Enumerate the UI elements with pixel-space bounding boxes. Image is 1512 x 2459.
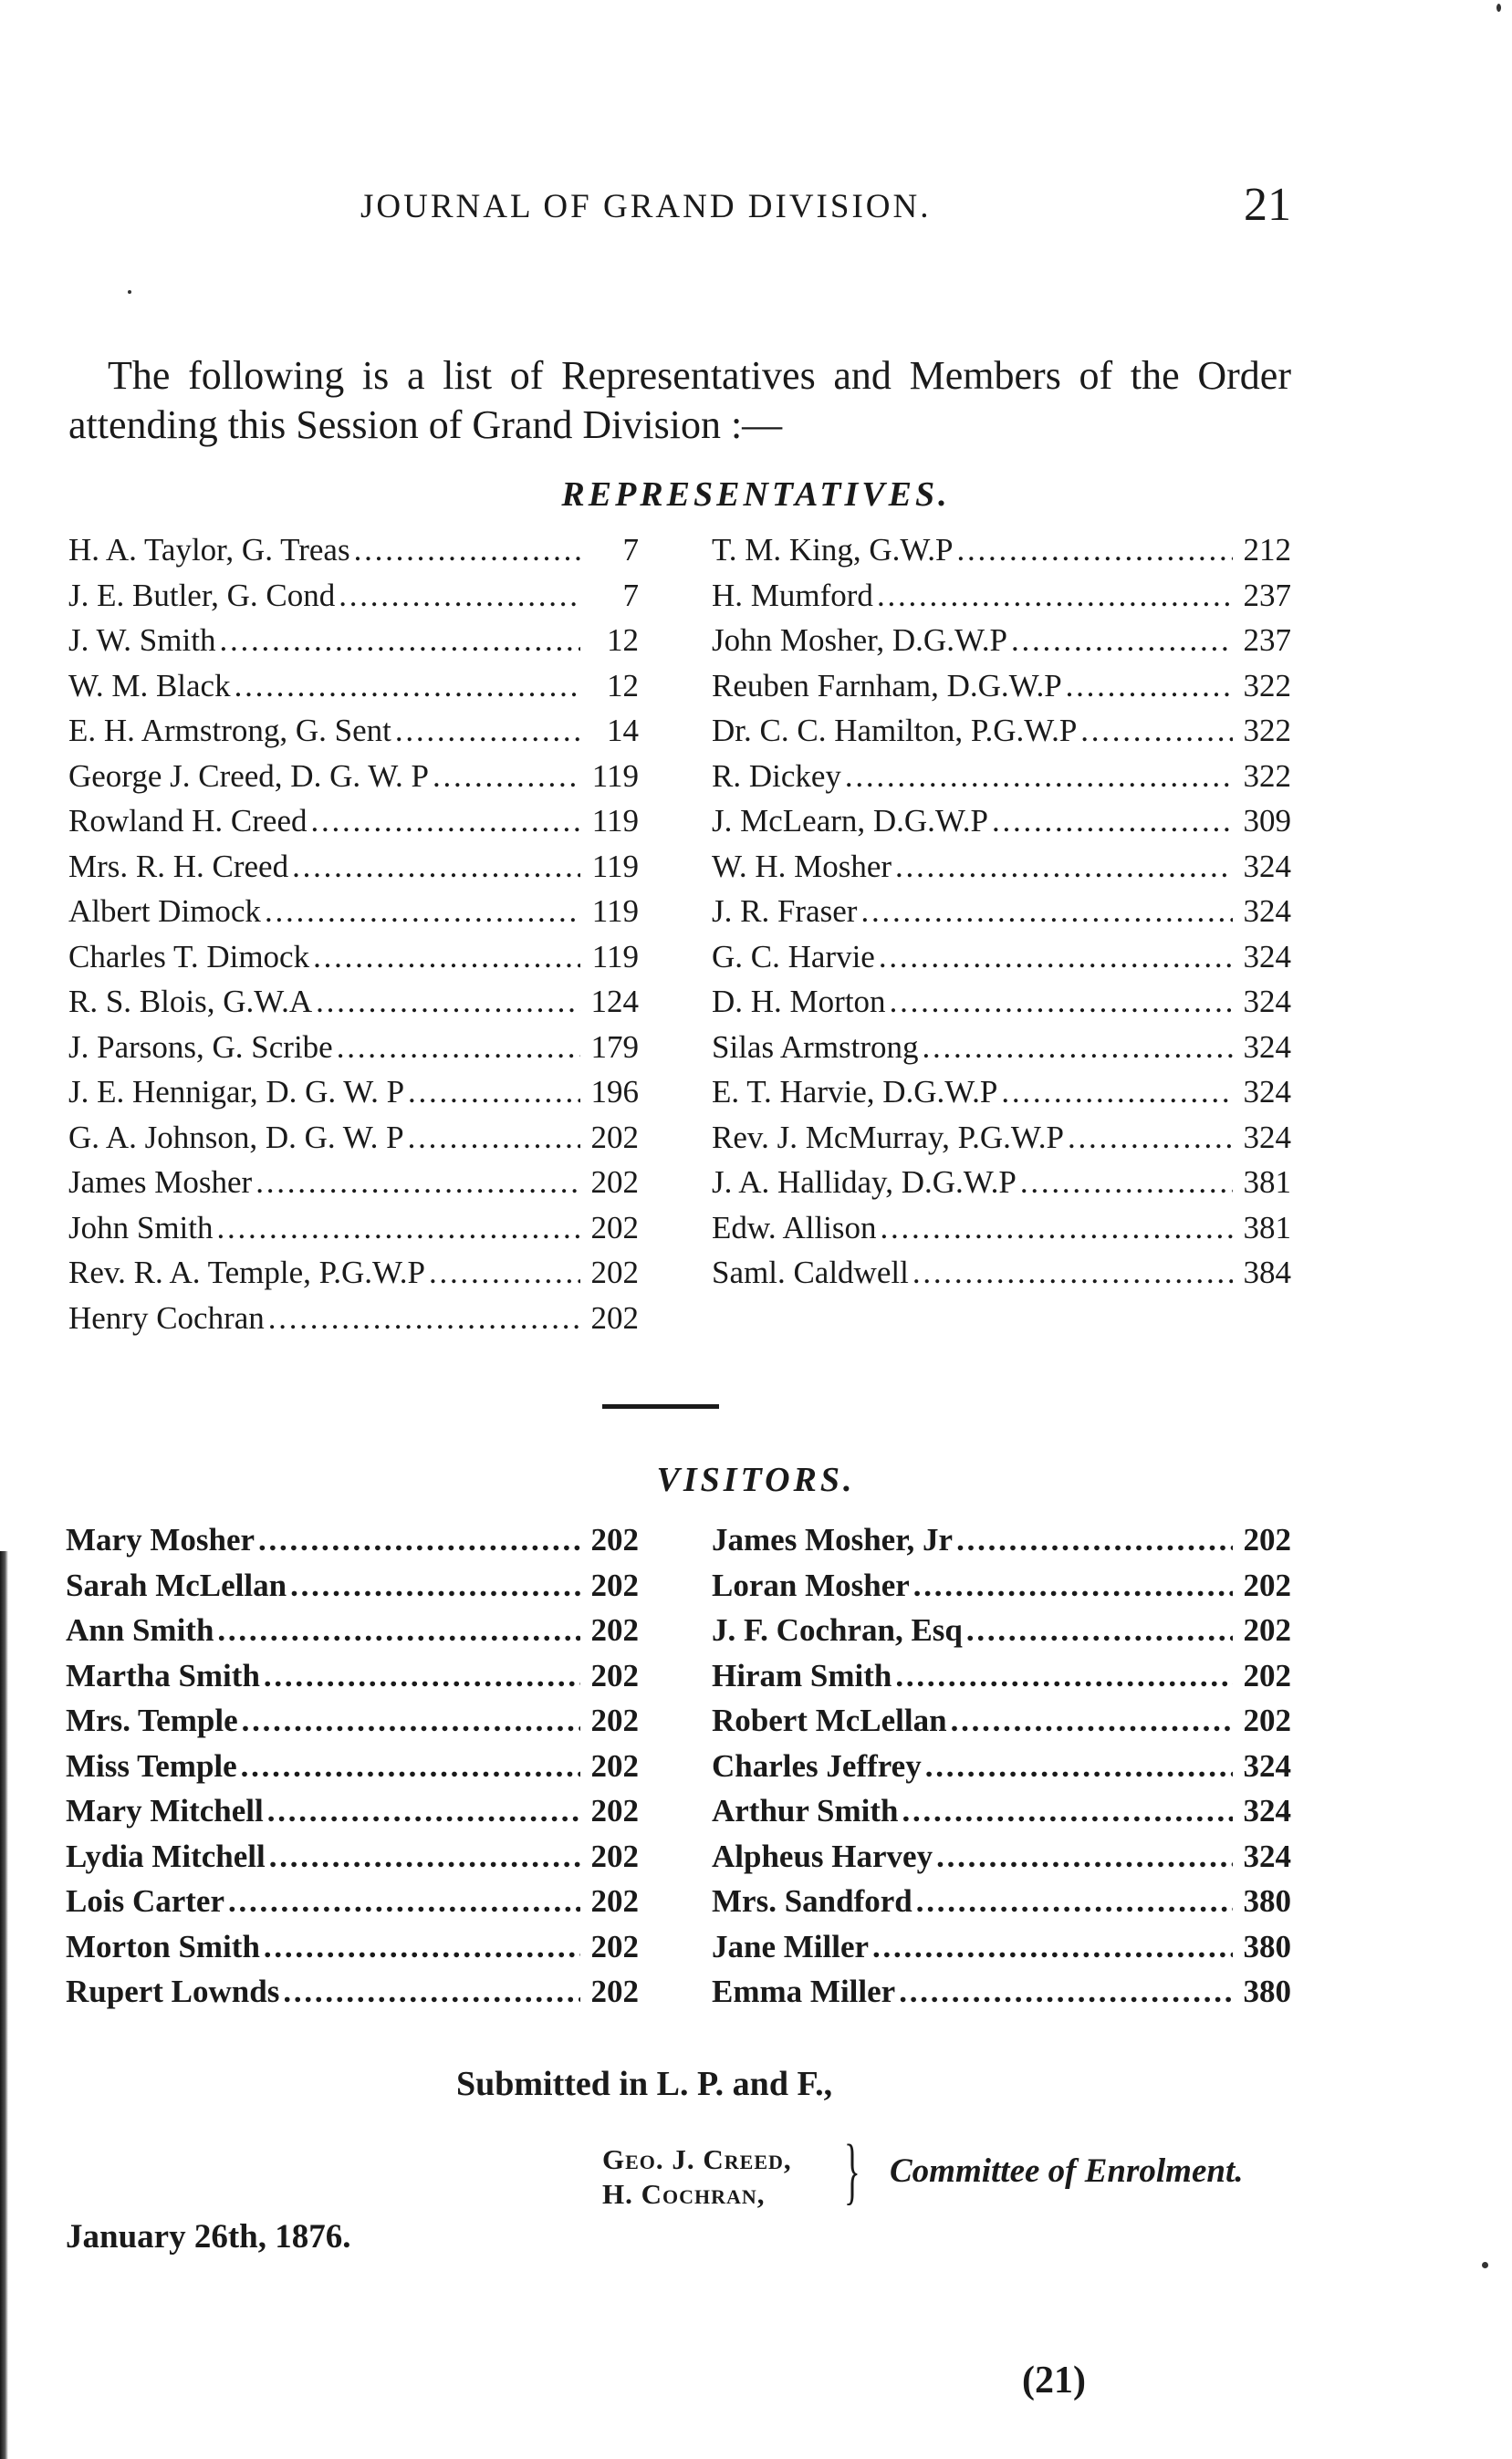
folio-number: (21) [1022,2360,1086,2402]
dot-leader [916,1883,1233,1920]
running-header [360,179,1291,242]
entry-name: Mrs. Sandford [712,1883,912,1919]
dot-leader [264,1929,580,1965]
dot-leader [936,1839,1233,1875]
division-number: 12 [607,622,639,658]
list-entry [712,532,1291,578]
committee-title: Committee of Enrolment. [890,2152,1244,2190]
division-number: 202 [1243,1567,1291,1603]
division-number: 309 [1243,803,1291,839]
dot-leader [217,1210,580,1246]
dot-leader [1020,1164,1233,1201]
list-entry [66,1522,639,1568]
division-number: 380 [1243,1883,1291,1919]
entry-name: R. S. Blois, G.W.A [68,984,313,1019]
list-entry [712,1793,1291,1839]
page-edge-shadow [0,1551,8,2459]
dot-leader [241,1748,580,1785]
division-number: 381 [1243,1164,1291,1200]
division-number: 14 [607,713,639,748]
entry-name: Jane Miller [712,1928,870,1964]
list-entry [68,713,639,758]
list-entry [66,1974,639,2019]
list-entry [68,622,639,668]
dot-leader [408,1120,580,1156]
list-entry [68,893,639,939]
dot-leader [872,1929,1233,1965]
division-number: 324 [1243,1119,1291,1155]
list-entry [68,849,639,894]
division-number: 202 [590,1612,639,1648]
division-number: 324 [1243,893,1291,929]
list-entry [68,1074,639,1120]
list-entry [712,668,1291,714]
list-entry [712,1929,1291,1974]
entry-name: J. W. Smith [68,622,216,658]
entry-name: E. T. Harvie, D.G.W.P [712,1074,998,1110]
list-entry [68,578,639,623]
representatives-right-column [712,532,1291,1300]
dot-leader [923,1029,1233,1066]
list-entry [712,893,1291,939]
entry-name: J. McLearn, D.G.W.P [712,803,988,839]
dot-leader [228,1883,580,1920]
list-entry [66,1612,639,1658]
entry-name: Alpheus Harvey [712,1838,933,1874]
entry-name: Albert Dimock [68,893,261,929]
entry-name: Martha Smith [66,1657,260,1693]
list-entry [68,1029,639,1075]
list-entry [712,713,1291,758]
dot-leader [925,1748,1233,1785]
division-number: 202 [590,1974,639,2009]
list-entry [66,1793,639,1839]
dot-leader [267,1793,580,1829]
division-number: 202 [590,1209,639,1245]
entry-name: Charles Jeffrey [712,1747,922,1784]
dot-leader [408,1074,580,1110]
dot-leader [265,893,580,930]
dot-leader [337,1029,580,1066]
entry-name: John Mosher, D.G.W.P [712,622,1007,658]
entry-name: Mrs. Temple [66,1703,238,1738]
entry-name: Lois Carter [66,1883,224,1919]
division-number: 196 [590,1074,639,1110]
division-number: 322 [1243,667,1291,703]
dot-leader [895,849,1233,885]
division-number: 324 [1243,848,1291,884]
entry-name: Rupert Lownds [66,1974,280,2009]
list-entry [712,1974,1291,2019]
entry-name: J. R. Fraser [712,893,858,929]
section-divider [602,1404,719,1409]
division-number: 324 [1243,1074,1291,1110]
committee-signers [602,2142,792,2212]
list-entry [66,1658,639,1704]
entry-name: T. M. King, G.W.P [712,532,954,568]
division-number: 324 [1243,984,1291,1019]
division-number: 119 [591,893,639,929]
dot-leader [877,578,1233,614]
list-entry [712,1612,1291,1658]
division-number: 324 [1243,1793,1291,1829]
division-number: 381 [1243,1209,1291,1245]
list-entry [712,1164,1291,1210]
list-entry [66,1568,639,1613]
list-entry [68,1120,639,1165]
entry-name: Emma Miller [712,1974,896,2009]
list-entry [712,1029,1291,1075]
entry-name: H. Mumford [712,577,873,613]
dot-leader [354,532,580,568]
dot-leader [219,622,580,659]
representatives-left-column [68,532,639,1345]
division-number: 202 [1243,1612,1291,1648]
list-entry [712,1074,1291,1120]
dot-leader [313,939,580,975]
dot-leader [902,1793,1233,1829]
entry-name: G. C. Harvie [712,938,875,974]
dot-leader [1001,1074,1233,1110]
list-entry [712,1883,1291,1929]
dot-leader [269,1839,580,1875]
division-number: 202 [590,1883,639,1919]
dot-leader [913,1568,1233,1604]
list-entry [66,1839,639,1884]
list-entry [712,803,1291,849]
division-number: 7 [622,532,639,568]
division-number: 119 [591,848,639,884]
entry-name: Loran Mosher [712,1567,910,1603]
list-entry [68,1210,639,1256]
list-entry [712,1658,1291,1704]
division-number: 202 [1243,1703,1291,1738]
division-number: 380 [1243,1928,1291,1964]
division-number: 202 [590,1838,639,1874]
dot-leader [845,758,1233,795]
dot-leader [339,578,580,614]
division-number: 7 [622,577,639,613]
entry-name: Mrs. R. H. Creed [68,848,289,884]
list-entry [68,803,639,849]
dot-leader [879,939,1233,975]
visitors-left-column [66,1522,639,2019]
division-number: 324 [1243,1028,1291,1065]
dot-leader [951,1703,1233,1739]
entry-name: James Mosher, Jr [712,1522,954,1558]
list-entry [712,1748,1291,1794]
page-number: 21 [1244,179,1291,231]
division-number: 202 [590,1657,639,1693]
list-entry [66,1703,639,1748]
dot-leader [992,803,1233,839]
entry-name: Silas Armstrong [712,1028,919,1065]
dot-leader [217,1612,580,1649]
division-number: 202 [590,1119,639,1155]
division-number: 202 [590,1747,639,1784]
dot-leader [316,984,580,1020]
intro-paragraph [68,351,1291,450]
entry-name: H. A. Taylor, G. Treas [68,532,350,568]
entry-name: Miss Temple [66,1747,237,1784]
list-entry [712,849,1291,894]
entry-name: J. E. Hennigar, D. G. W. P [68,1074,405,1110]
dot-leader [283,1974,580,2010]
entry-name: James Mosher [68,1164,253,1200]
dot-leader [310,803,580,839]
entry-name: John Smith [68,1209,214,1245]
list-entry [66,1748,639,1794]
dot-leader [429,1255,580,1291]
signer-name: Geo. J. Creed, [602,2143,792,2175]
dot-leader [255,1164,580,1201]
dot-leader [895,1658,1233,1694]
list-entry [66,1929,639,1974]
entry-name: D. H. Morton [712,984,886,1019]
entry-name: Sarah McLellan [66,1567,287,1603]
list-entry [68,1164,639,1210]
print-speck [1496,4,1501,12]
list-entry [712,1522,1291,1568]
list-entry [712,1210,1291,1256]
division-number: 119 [591,757,639,794]
list-entry [712,622,1291,668]
division-number: 380 [1243,1974,1291,2009]
list-entry [68,758,639,804]
entry-name: Rowland H. Creed [68,803,308,839]
entry-name: Ann Smith [66,1612,214,1648]
entry-name: E. H. Armstrong, G. Sent [68,713,391,748]
entry-name: Robert McLellan [712,1703,947,1738]
division-number: 237 [1243,577,1291,613]
visitors-right-column [712,1522,1291,2019]
entry-name: Mary Mitchell [66,1793,264,1829]
list-entry [68,939,639,985]
dot-leader [242,1703,580,1739]
division-number: 322 [1243,713,1291,748]
dot-leader [292,849,580,885]
entry-name: Henry Cochran [68,1299,265,1336]
dot-leader [264,1658,580,1694]
list-entry [712,1703,1291,1748]
entry-name: Edw. Allison [712,1209,877,1245]
list-entry [68,668,639,714]
list-entry [712,578,1291,623]
entry-name: Dr. C. C. Hamilton, P.G.W.P [712,713,1078,748]
entry-name: Rev. R. A. Temple, P.G.W.P [68,1255,426,1290]
entry-name: George J. Creed, D. G. W. P [68,757,430,794]
division-number: 202 [590,1164,639,1200]
division-number: 202 [590,1567,639,1603]
list-entry [712,1255,1291,1300]
dot-leader [956,1522,1233,1558]
dot-leader [290,1568,580,1604]
list-entry [68,1300,639,1346]
signer-name: H. Cochran, [602,2178,766,2210]
list-entry [712,1568,1291,1613]
division-number: 119 [591,938,639,974]
dot-leader [235,668,580,704]
list-entry [712,1839,1291,1884]
division-number: 202 [590,1299,639,1336]
submitted-line: Submitted in L. P. and F., [456,2065,833,2103]
division-number: 324 [1243,1747,1291,1784]
representatives-heading: REPRESENTATIVES. [561,475,951,514]
entry-name: J. F. Cochran, Esq [712,1612,963,1648]
entry-name: J. Parsons, G. Scribe [68,1028,333,1065]
dot-leader [890,984,1233,1020]
division-number: 212 [1243,532,1291,568]
division-number: 324 [1243,1838,1291,1874]
date-line: January 26th, 1876. [66,2218,351,2256]
print-speck [128,290,131,294]
division-number: 322 [1243,757,1291,794]
dot-leader [966,1612,1233,1649]
entry-name: Mary Mosher [66,1522,255,1558]
dot-leader [1066,668,1233,704]
dot-leader [258,1522,580,1558]
entry-name: J. A. Halliday, D.G.W.P [712,1164,1017,1200]
list-entry [68,1255,639,1300]
division-number: 237 [1243,622,1291,658]
entry-name: J. E. Butler, G. Cond [68,577,336,613]
dot-leader [860,893,1233,930]
entry-name: Reuben Farnham, D.G.W.P [712,667,1062,703]
entry-name: Charles T. Dimock [68,938,310,974]
division-number: 179 [590,1028,639,1065]
running-title: JOURNAL OF GRAND DIVISION. [360,188,932,225]
list-entry [712,758,1291,804]
list-entry [712,984,1291,1029]
division-number: 202 [590,1793,639,1829]
entry-name: Morton Smith [66,1928,260,1964]
entry-name: G. A. Johnson, D. G. W. P [68,1119,404,1155]
division-number: 202 [590,1928,639,1964]
entry-name: Lydia Mitchell [66,1838,266,1874]
division-number: 202 [1243,1657,1291,1693]
intro-line-2: attending this Session of Grand Division :— [68,402,783,447]
division-number: 202 [590,1522,639,1558]
list-entry [68,984,639,1029]
entry-name: Arthur Smith [712,1793,899,1829]
division-number: 12 [607,667,639,703]
division-number: 324 [1243,938,1291,974]
visitors-heading: VISITORS. [656,1461,856,1499]
dot-leader [1011,622,1233,659]
dot-leader [433,758,580,795]
dot-leader [1068,1120,1233,1156]
dot-leader [881,1210,1233,1246]
entry-name: W. H. Mosher [712,848,892,884]
list-entry [712,939,1291,985]
entry-name: W. M. Black [68,667,231,703]
division-number: 119 [591,803,639,839]
division-number: 202 [590,1255,639,1290]
dot-leader [1080,713,1233,749]
dot-leader [912,1255,1233,1291]
list-entry [68,532,639,578]
dot-leader [395,713,580,749]
dot-leader [268,1300,580,1337]
entry-name: R. Dickey [712,757,841,794]
division-number: 202 [590,1703,639,1738]
division-number: 124 [590,984,639,1019]
dot-leader [956,532,1233,568]
division-number: 384 [1243,1255,1291,1290]
division-number: 202 [1243,1522,1291,1558]
entry-name: Hiram Smith [712,1657,892,1693]
brace-glyph: } [844,2129,860,2212]
intro-line-1: The following is a list of Representatives and Members of the Order [108,353,1291,398]
entry-name: Saml. Caldwell [712,1255,909,1290]
list-entry [712,1120,1291,1165]
entry-name: Rev. J. McMurray, P.G.W.P [712,1119,1064,1155]
print-speck [1482,2262,1488,2268]
list-entry [66,1883,639,1929]
dot-leader [899,1974,1233,2010]
